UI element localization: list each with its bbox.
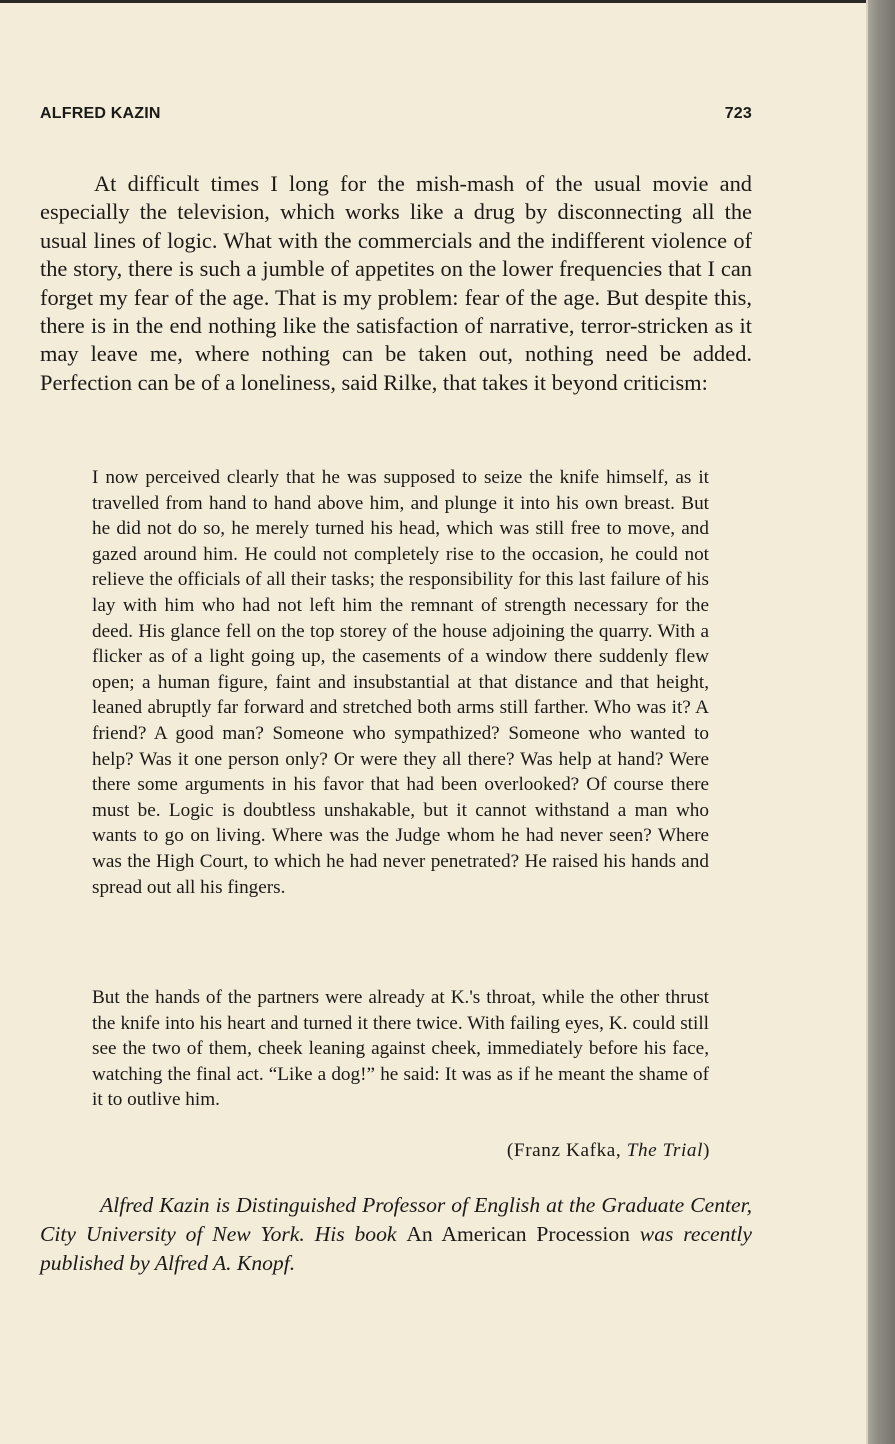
book-spine-shadow	[868, 0, 895, 1444]
attribution-book-title: The Trial	[626, 1140, 703, 1161]
attribution-close-paren: )	[703, 1140, 710, 1161]
essay-paragraph: At difficult times I long for the mish-mash of the usual movie and especially the television, which works like a drug by disconnecting all the usual lines of logic. What with the commercials and the indifferent violence of the story, there is such a jumble of appetites on the lower frequencies that I can forget my fear of the age. That is my problem: fear of the age. But despite this, there is in the end nothing like the satisfaction of narrative, terror-stricken as it may leave me, where nothing can be taken out, nothing need be added. Perfection can be of a loneliness, said Rilke, that takes it beyond criticism:	[40, 171, 752, 395]
attribution-open-paren: (	[506, 1140, 514, 1161]
block-quote-paragraph-1: I now perceived clearly that he was supposed to seize the knife himself, as it travelled from hand to hand above him, and plunge it into his own breast. But he did not do so, he merely turned his head, which was still free to move, and gazed around him. He could not completely rise to the occasion, he could not relieve the officials of all their tasks; the responsibility for this last failure of his lay with him who had not left him the remnant of strength necessary for the deed. His glance fell on the top storey of the house adjoining the quarry. With a flicker as of a light going up, the casements of a window there suddenly flew open; a human figure, faint and insubstantial at that distance and that height, leaned abruptly far forward and stretched both arms still farther. Who was it? A friend? A good man? Someone who sympathized? Someone who wanted to help? Was it one person only? Or were they all there? Was help at hand? Were there some arguments in his favor that had been overlooked? Of course there must be. Logic is doubtless unshakable, but it cannot withstand a man who wants to go on living. Where was the Judge whom he had never seen? Where was the High Court, to which he had never penetrated? He raised his hands and spread out all his fingers.	[92, 467, 709, 898]
bio-book-title: An American Procession	[406, 1222, 630, 1246]
running-head	[40, 105, 752, 129]
block-quote-paragraph-2: But the hands of the partners were already at K.'s throat, while the other thrust the knife into his heart and turned it there twice. With failing eyes, K. could still see the two of them, cheek leaning against cheek, immediately before his face, watching the final act. “Like a dog!” he said: It was as if he meant the shame of it to outlive him.	[92, 987, 709, 1111]
attribution-author: Franz Kafka,	[513, 1140, 627, 1161]
running-head-author: ALFRED KAZIN	[40, 105, 161, 122]
author-bio	[40, 1191, 752, 1278]
page-number: 723	[724, 105, 752, 122]
bio-text-2: was recently published by Alfred A. Knopf.	[40, 1222, 753, 1275]
bio-text-1: Alfred Kazin is Distinguished Professor of English at the Graduate Center, City University of New York. His book	[40, 1193, 752, 1246]
page-top-edge	[0, 0, 895, 3]
quote-attribution	[507, 1138, 710, 1164]
